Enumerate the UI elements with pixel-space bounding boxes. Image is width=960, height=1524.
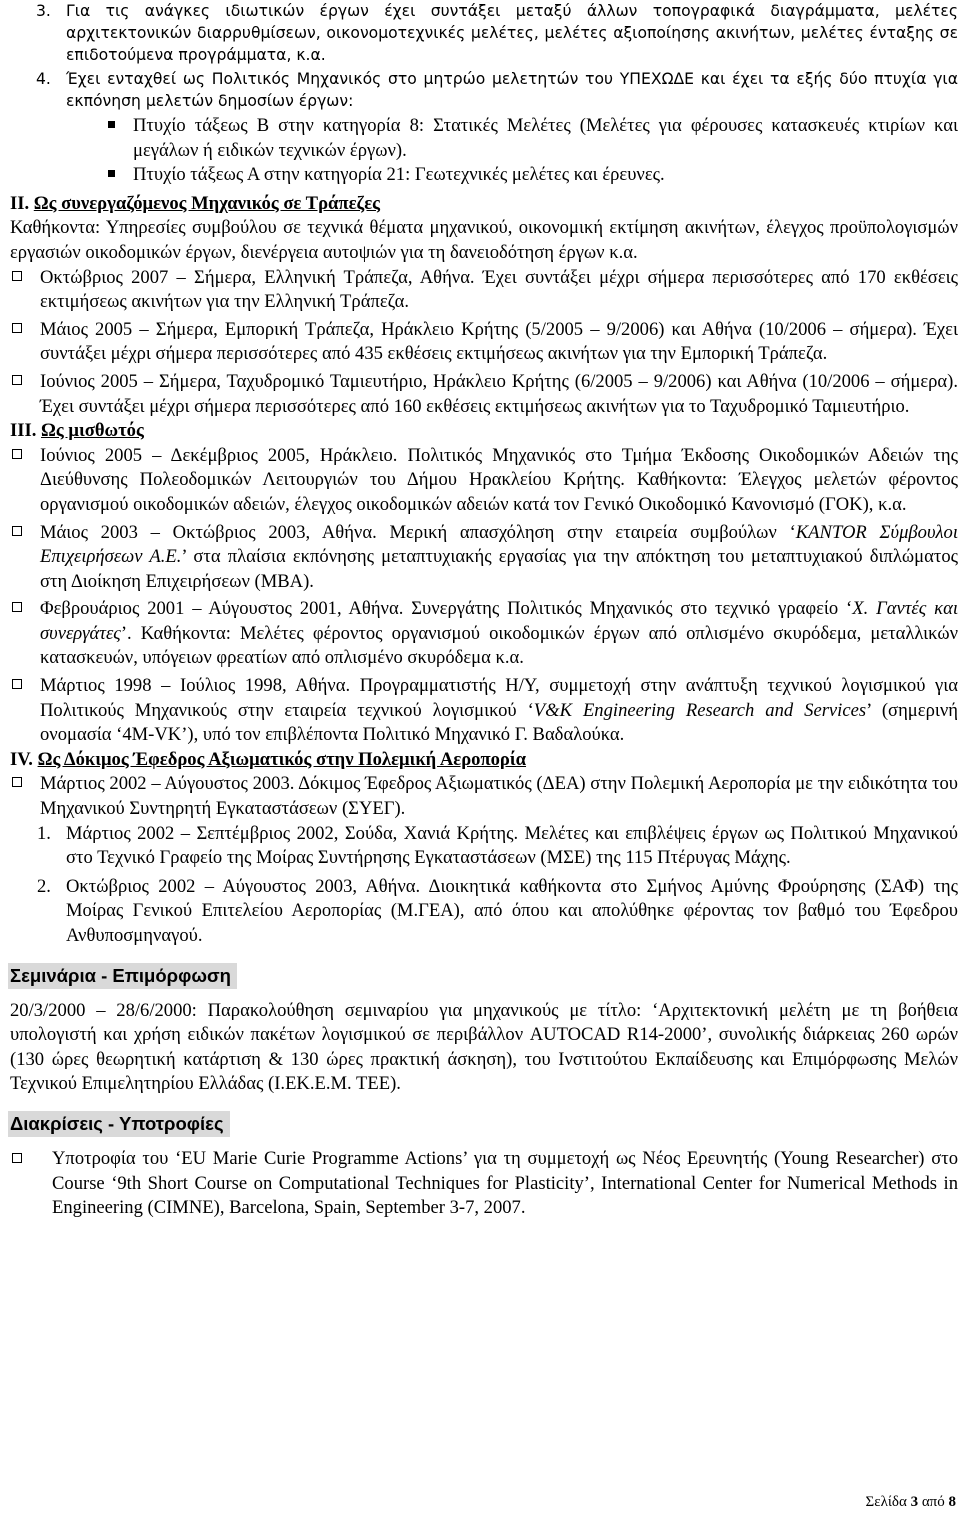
checkbox-bullet-icon [12, 323, 22, 333]
list-item [10, 521, 958, 595]
item-3 [10, 0, 958, 66]
bullet-text: Πτυχίο τάξεως Β στην κατηγορία 8: Στατικές Μελέτες (Μελέτες για φέρουσες κατασκευές κτιρίων και μεγάλων ή ειδικών τεχνικών έργων). [133, 115, 958, 161]
list-item [10, 674, 958, 748]
item-4-text: Έχει ενταχθεί ως Πολιτικός Μηχανικός στο μητρώο μελετητών του ΥΠΕΧΩΔΕ και έχει τα εξής δύο πτυχία για εκπόνηση μελετών δημοσίων έργων: [66, 70, 958, 110]
section-4-number: IV. [10, 748, 33, 770]
text-part: ’ στα πλαίσια εκπόνησης μεταπτυχιακής εργασίας για την απόκτηση του μεταπτυχιακού διπλώματος στη Διοίκηση Επιχειρήσεων (ΜΒΑ). [40, 546, 958, 592]
top-section [10, 0, 958, 188]
square-bullet-icon [108, 170, 115, 177]
footer-total-pages: 8 [948, 1494, 956, 1510]
awards-section [10, 1111, 958, 1221]
sub-item-number: 2. [37, 875, 51, 897]
section-4 [10, 748, 958, 949]
item-4-number: 4. [36, 70, 51, 88]
list-item-text [40, 597, 958, 671]
sub-item-number: 1. [37, 822, 51, 844]
checkbox-bullet-icon [12, 526, 22, 536]
item-4 [10, 68, 958, 112]
section-4-title [10, 748, 958, 773]
sub-item-text: Μάρτιος 2002 – Σεπτέμβριος 2002, Σούδα, Χανιά Κρήτης. Μελέτες και επιβλέψεις έργων ως Πολιτικού Μηχανικού στο Τεχνικό Γραφείο της Μοίρας Συντήρησης Εγκαταστάσεων (ΜΣΕ) της 115 Πτέρυγας Μάχης. [66, 822, 958, 869]
seminars-heading: Σεμινάρια - Επιμόρφωση [8, 963, 237, 989]
list-item [10, 597, 958, 671]
checkbox-bullet-icon [12, 271, 22, 281]
section-2-number: ΙΙ. [10, 192, 30, 214]
seminars-section [10, 963, 958, 1097]
document-page [10, 0, 958, 1221]
bullet-item [10, 163, 958, 188]
text-part: Φεβρουάριος 2001 – Αύγουστος 2001, Αθήνα. Συνεργάτης Πολιτικός Μηχανικός στο τεχνικό γραφείο ‘ [40, 598, 853, 620]
list-item [10, 318, 958, 367]
checkbox-bullet-icon [12, 375, 22, 385]
list-item-text: Ιούνιος 2005 – Δεκέμβριος 2005, Ηράκλειο. Πολιτικός Μηχανικός στο Τμήμα Έκδοσης Οικοδομικών Αδειών της Διεύθυνσης Πολεοδομικών Λειτουργιών του Δήμου Ηρακλείου Κρήτης. Καθήκοντα: Έλεγχος μελετών φέροντος οργανισμού οικοδομικών αδειών, έλεγχος οικοδομικών αδειών κατά τον Γενικό Οικοδομικό Κανονισμό (ΓΟΚ), κ.α. [40, 444, 958, 515]
sub-item-text: Οκτώβριος 2002 – Αύγουστος 2003, Αθήνα. Διοικητικά καθήκοντα στο Σμήνος Αμύνης Φρούρησης (ΣΑΦ) της Μοίρας Γενικού Επιτελείου Αεροπορίας (Μ.ΓΕΑ), από όπου και απολύθηκε φέροντας τον βαθμό του Έφεδρου Ανθυποσμηναγού. [66, 875, 958, 946]
checkbox-bullet-icon [12, 449, 22, 459]
footer-middle: από [921, 1494, 945, 1510]
section-3-title [10, 419, 958, 444]
company-name: Χ. Γαντές και συνεργάτες [40, 598, 958, 644]
list-item [10, 266, 958, 315]
list-item-text: Μάρτιος 2002 – Αύγουστος 2003. Δόκιμος Έφεδρος Αξιωματικός (ΔΕΑ) στην Πολεμική Αεροπορία με την ειδικότητα του Μηχανικού Συντηρητή Εγκαταστάσεων (ΣΥΕΓ). [40, 773, 958, 820]
list-item-text [40, 521, 958, 595]
checkbox-bullet-icon [12, 679, 22, 689]
text-part: ’. Καθήκοντα: Μελέτες φέροντος οργανισμού οικοδομικών έργων από οπλισμένο σκυρόδεμα, μεταλλικών κατασκευών, υπόγειων φρεατίων από οπλισμένο σκυρόδεμα κ.α. [40, 622, 958, 669]
checkbox-bullet-icon [12, 777, 22, 787]
section-2-title [10, 192, 958, 217]
seminars-text: 20/3/2000 – 28/6/2000: Παρακολούθηση σεμιναρίου για μηχανικούς με τίτλο: ‘Αρχιτεκτονική μελέτη με τη βοήθεια υπολογιστή και χρήση ειδικών πακέτων λογισμικού σε περιβάλλον AUTOCAD R14-2000’, συνολικής διάρκειας 260 ωρών (130 ώρες θεωρητική κατάρτιση & 130 ώρες πρακτική άσκηση), του Ινστιτούτου Εκπαίδευσης και Επιμόρφωσης Μελών Τεχνικού Επιμελητηρίου Ελλάδας (Ι.ΕΚ.Ε.Μ. ΤΕΕ). [10, 999, 958, 1095]
item-3-number: 3. [36, 2, 51, 20]
section-2-duties: Καθήκοντα: Υπηρεσίες συμβούλου σε τεχνικά θέματα μηχανικού, οικονομική εκτίμηση ακινήτων, έλεγχος προϋπολογισμών εργασιών οικοδομικών έργων, διενέργεια αυτοψιών για τη δανειοδότηση έργων κ.α. [10, 217, 958, 263]
footer-prefix: Σελίδα [865, 1494, 907, 1510]
checkbox-bullet-icon [12, 1153, 22, 1163]
text-part: ’ (σημερινή ονομασία ‘4M-VK’), υπό τον επιβλέποντα Πολιτικό Μηχανικό Γ. Βαδαλούκα. [40, 699, 958, 746]
list-item [10, 370, 958, 419]
section-3-number: ΙΙΙ. [10, 420, 37, 442]
page-footer [866, 1494, 956, 1511]
square-bullet-icon [108, 121, 115, 128]
section-4-heading: Ως Δόκιμος Έφεδρος Αξιωματικός στην Πολεμική Αεροπορία [37, 748, 527, 770]
text-part: Μάιος 2003 – Οκτώβριος 2003, Αθήνα. Μερική απασχόληση στην εταιρεία συμβούλων ‘ [40, 521, 796, 543]
checkbox-bullet-icon [12, 602, 22, 612]
bullet-item [10, 114, 958, 163]
list-item [10, 772, 958, 821]
awards-heading: Διακρίσεις - Υποτροφίες [8, 1111, 230, 1137]
section-2-heading: Ως συνεργαζόμενος Μηχανικός σε Τράπεζες [33, 192, 381, 214]
section-3-heading: Ως μισθωτός [41, 420, 144, 442]
text-part: Μάρτιος 1998 – Ιούλιος 1998, Αθήνα. Προγραμματιστής Η/Υ, συμμετοχή στην ανάπτυξη τεχνικού λογισμικού για Πολιτικούς Μηχανικούς στην εταιρεία τεχνικού λογισμικού ‘ [40, 675, 958, 721]
list-item-text: Μάιος 2005 – Σήμερα, Εμπορική Τράπεζα, Ηράκλειο Κρήτης (5/2005 – 9/2006) και Αθήνα (10/2006 – σήμερα). Έχει συντάξει μέχρι σήμερα περισσότερες από 435 εκθέσεις εκτιμήσεως ακινήτων για την Εμπορική Τράπεζα. [40, 318, 958, 365]
list-item [10, 1147, 958, 1221]
list-item-text [40, 674, 958, 748]
sub-item-2 [10, 875, 958, 949]
company-name: V&K Engineering Research and Services [533, 699, 867, 721]
section-2 [10, 192, 958, 419]
list-item [10, 444, 958, 518]
footer-current-page: 3 [910, 1494, 919, 1510]
sub-item-1 [10, 822, 958, 871]
bullet-text: Πτυχίο τάξεως Α στην κατηγορία 21: Γεωτεχνικές μελέτες και έρευνες. [133, 164, 665, 186]
company-name: KANTOR Σύμβουλοι Επιχειρήσεων Α.Ε. [40, 521, 959, 568]
section-3 [10, 419, 958, 748]
list-item-text: Ιούνιος 2005 – Σήμερα, Ταχυδρομικό Ταμιευτήριο, Ηράκλειο Κρήτης (6/2005 – 9/2006) και Αθήνα (10/2006 – σήμερα). Έχει συντάξει μέχρι σήμερα περισσότερες από 160 εκθέσεις εκτιμήσεως ακινήτων για το Ταχυδρομικό Ταμιευτήριο. [40, 370, 958, 417]
item-3-text: Για τις ανάγκες ιδιωτικών έργων έχει συντάξει μεταξύ άλλων τοπογραφικά διαγράμματα, μελέτες αρχιτεκτονικών διαρρυθμίσεων, οικονομοτεχνικές μελέτες, μελέτες αξιοποίησης ακινήτων, μελέτες ένταξης σε επιδοτούμενα προγράμματα, κ.α. [66, 2, 958, 64]
list-item-text: Οκτώβριος 2007 – Σήμερα, Ελληνική Τράπεζα, Αθήνα. Έχει συντάξει μέχρι σήμερα περισσότερες από 170 εκθέσεις εκτιμήσεως ακινήτων για την Ελληνική Τράπεζα. [40, 266, 958, 313]
awards-text: Υποτροφία του ‘EU Marie Curie Programme Actions’ για τη συμμετοχή ως Νέος Ερευνητής (Young Researcher) στο Course ‘9th Short Course on Computational Techniques for Plasticity’, International Center for Numerical Methods in Engineering (CIMNE), Barcelona, Spain, September 3-7, 2007. [52, 1147, 958, 1219]
